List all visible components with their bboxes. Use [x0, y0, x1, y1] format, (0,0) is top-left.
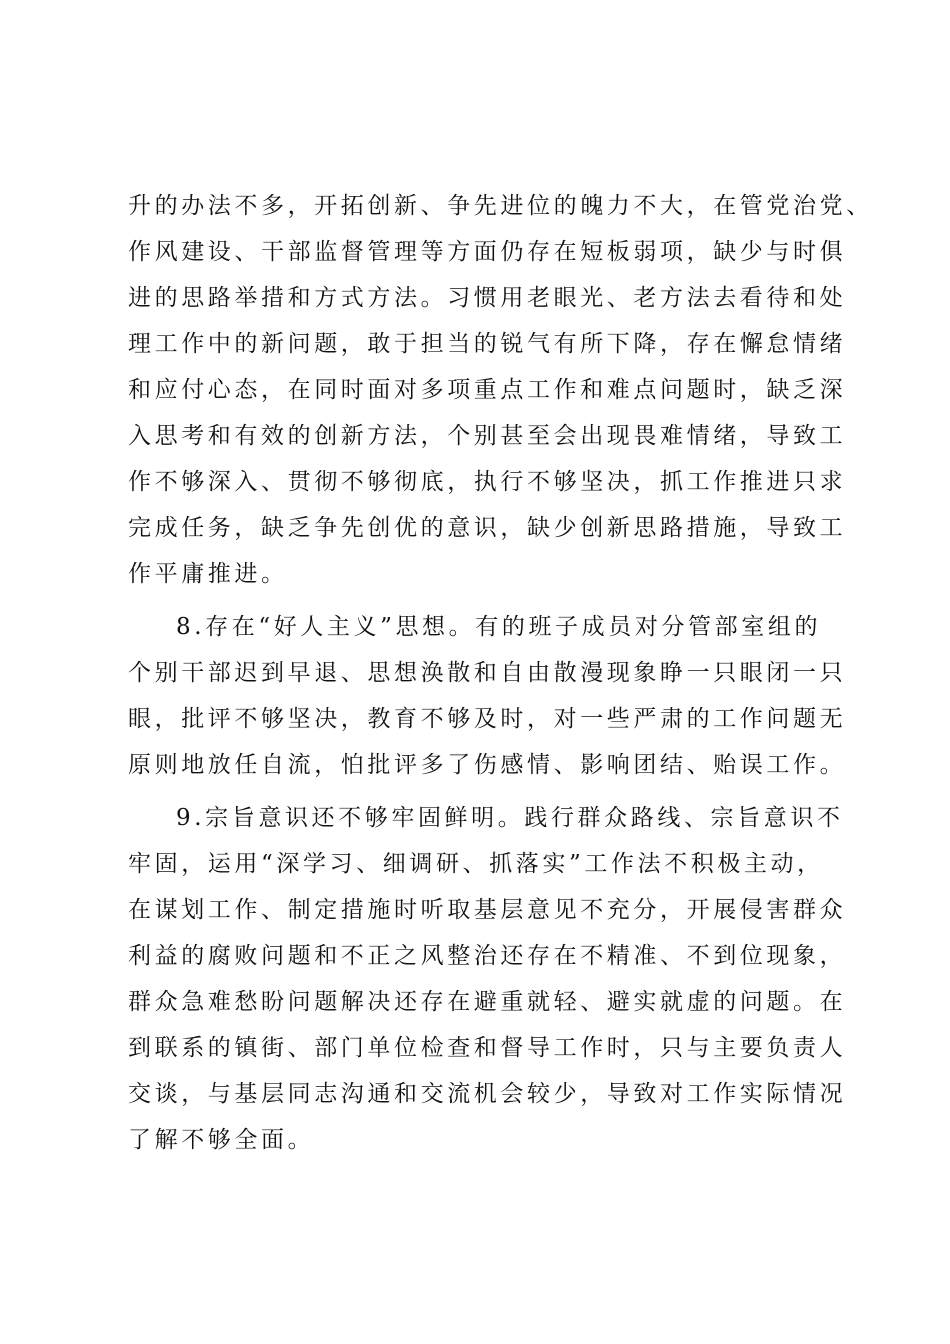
paragraph-item-8: [128, 604, 847, 788]
text-line: 牢固，运用“深学习、细调研、抓落实”工作法不积极主动，: [128, 851, 824, 877]
document-body: [128, 183, 873, 1170]
paragraph-continued: [128, 183, 873, 597]
text-line: 交谈，与基层同志沟通和交流机会较少，导致对工作实际情况: [128, 1081, 847, 1107]
text-line: 和应付心态，在同时面对多项重点工作和难点问题时，缺乏深: [128, 377, 847, 403]
text-line: 在谋划工作、制定措施时听取基层意见不充分，开展侵害群众: [128, 897, 847, 923]
text-line: 眼，批评不够坚决，教育不够及时，对一些严肃的工作问题无: [128, 706, 847, 732]
paragraph-item-9: [128, 795, 847, 1163]
text-line: 利益的腐败问题和不正之风整治还存在不精准、不到位现象，: [128, 943, 847, 969]
paragraph-heading-line: 8.存在“好人主义”思想。有的班子成员对分管部室组的: [176, 614, 822, 640]
text-line: 进的思路举措和方式方法。习惯用老眼光、老方法去看待和处: [128, 285, 847, 311]
text-line: 完成任务，缺乏争先创优的意识，缺少创新思路措施，导致工: [128, 515, 847, 541]
text-line: 作风建设、干部监督管理等方面仍存在短板弱项，缺少与时俱: [128, 239, 847, 265]
text-line: 作不够深入、贯彻不够彻底，执行不够坚决，抓工作推进只求: [128, 469, 847, 495]
text-line: 了解不够全面。: [128, 1127, 315, 1153]
text-line: 理工作中的新问题，敢于担当的锐气有所下降，存在懈怠情绪: [128, 331, 847, 357]
paragraph-heading-line: 9.宗旨意识还不够牢固鲜明。践行群众路线、宗旨意识不: [176, 805, 844, 831]
text-line: 群众急难愁盼问题解决还存在避重就轻、避实就虚的问题。在: [128, 989, 847, 1015]
text-line: 到联系的镇街、部门单位检查和督导工作时，只与主要负责人: [128, 1035, 847, 1061]
text-line: 个别干部迟到早退、思想涣散和自由散漫现象睁一只眼闭一只: [128, 660, 847, 686]
text-line: 升的办法不多，开拓创新、争先进位的魄力不大，在管党治党、: [128, 193, 873, 219]
text-line: 入思考和有效的创新方法，个别甚至会出现畏难情绪，导致工: [128, 423, 847, 449]
text-line: 作平庸推进。: [128, 561, 288, 587]
text-line: 原则地放任自流，怕批评多了伤感情、影响团结、贻误工作。: [128, 752, 847, 778]
